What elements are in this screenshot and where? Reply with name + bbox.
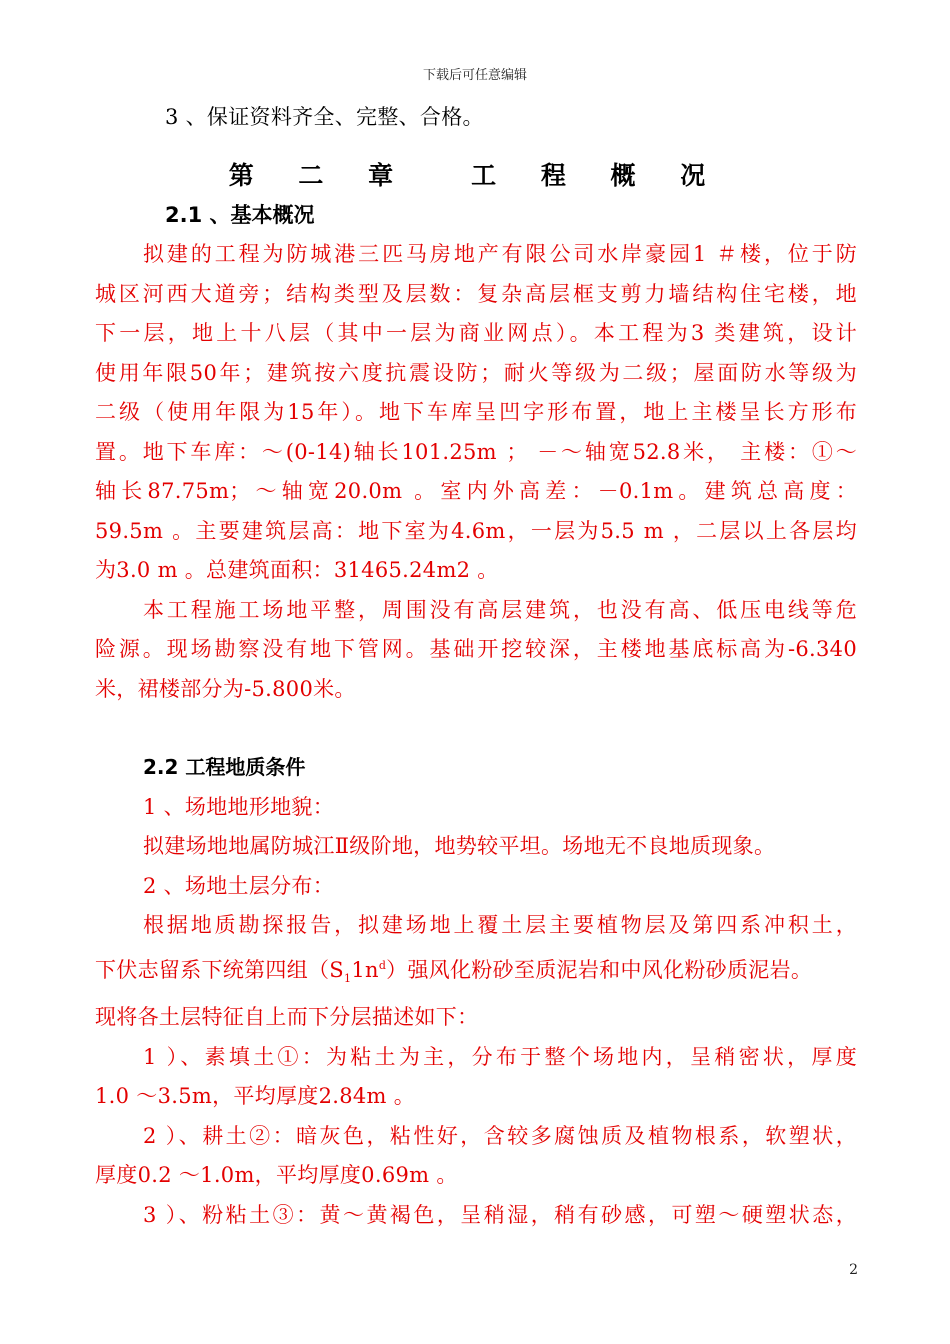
soil-layer-1: [95, 1038, 857, 1117]
page-header: 下载后可任意编辑: [422, 68, 527, 83]
chapter-title: [95, 156, 857, 196]
text-run: 1n: [351, 957, 379, 982]
page-number: 2: [849, 1262, 858, 1278]
paragraph-line: 轴长87.75m；～轴宽20.0m 。室内外高差：－0.1m。建筑总高度：: [95, 479, 857, 503]
subscript: 1: [344, 971, 352, 985]
section-2-1-heading: 2.1 、基本概况: [165, 202, 315, 227]
paragraph-line: 拟建的工程为防城港三匹马房地产有限公司水岸豪园1 ＃楼，位于防: [143, 242, 857, 266]
text-run: ）强风化粉砂至质泥岩和中风化粉砂质泥岩。: [386, 957, 813, 982]
item-1-title: 1 、场地地形地貌：: [143, 794, 335, 819]
paragraph-line: 使用年限50年；建筑按六度抗震设防；耐火等级为二级；屋面防水等级为: [95, 360, 857, 385]
paragraph-line: [95, 946, 857, 999]
paragraph-line: 置。地下车库：～(0-14)轴长101.25m ； －～轴宽52.8米， 主楼：①～: [95, 439, 857, 464]
paragraph-line: 险源。现场勘察没有地下管网。基础开挖较深，主楼地基底标高为-6.340: [95, 637, 857, 661]
document-body: [95, 98, 857, 1235]
paragraph-line: 1 ）、素填土①：为粘土为主，分布于整个场地内，呈稍密状，厚度: [143, 1044, 857, 1069]
paragraph-line: 2 ）、耕土②：暗灰色，粘性好，含较多腐蚀质及植物根系，软塑状，: [143, 1123, 857, 1148]
item-2-paragraph: [95, 906, 857, 1038]
paragraph-line: 米，裙楼部分为-5.800米。: [95, 676, 356, 701]
item-2-title: 2 、场地土层分布：: [143, 873, 335, 898]
section-2-1-paragraph-1: [95, 235, 857, 591]
soil-layer-3: [95, 1196, 857, 1236]
soil-layer-2: [95, 1117, 857, 1196]
paragraph-line: 现将各土层特征自上而下分层描述如下：: [95, 1005, 479, 1030]
text-run: 下伏志留系下统第四组（S: [95, 957, 344, 982]
paragraph-line: 1.0 ～3.5m，平均厚度2.84m 。: [95, 1084, 416, 1109]
paragraph-line: 城区河西大道旁；结构类型及层数：复杂高层框支剪力墙结构住宅楼，地: [95, 281, 857, 306]
paragraph-line: 下一层，地上十八层（其中一层为商业网点）。本工程为3 类建筑，设计: [95, 321, 857, 345]
item-1-text: 拟建场地地属防城江Ⅱ级阶地，地势较平坦。场地无不良地质现象。: [143, 834, 776, 858]
paragraph-line: 厚度0.2 ～1.0m，平均厚度0.69m 。: [95, 1163, 458, 1188]
section-2-2-heading: 2.2 工程地质条件: [143, 755, 306, 779]
superscript: d: [378, 958, 387, 972]
paragraph-line: 3 ）、粉粘土③：黄～黄褐色，呈稍湿，稍有砂感，可塑～硬塑状态，: [143, 1202, 857, 1227]
section-2-1-paragraph-2: [95, 591, 857, 710]
paragraph-line: 本工程施工场地平整，周围没有高层建筑，也没有高、低压电线等危: [143, 597, 857, 622]
chapter-number: 第 二 章: [228, 160, 412, 190]
intro-item-3: 3 、保证资料齐全、完整、合格。: [165, 105, 484, 129]
paragraph-line: 为3.0 m 。总建筑面积：31465.24m2 。: [95, 558, 499, 582]
paragraph-line: 59.5m 。主要建筑层高：地下室为4.6m，一层为5.5 m ，二层以上各层均: [95, 518, 857, 543]
paragraph-line: 二级（使用年限为15年）。地下车库呈凹字形布置，地上主楼呈长方形布: [95, 400, 857, 424]
paragraph-line: 根据地质勘探报告，拟建场地上覆土层主要植物层及第四系冲积土，: [143, 913, 857, 937]
chapter-name: 工 程 概 况: [471, 160, 724, 190]
